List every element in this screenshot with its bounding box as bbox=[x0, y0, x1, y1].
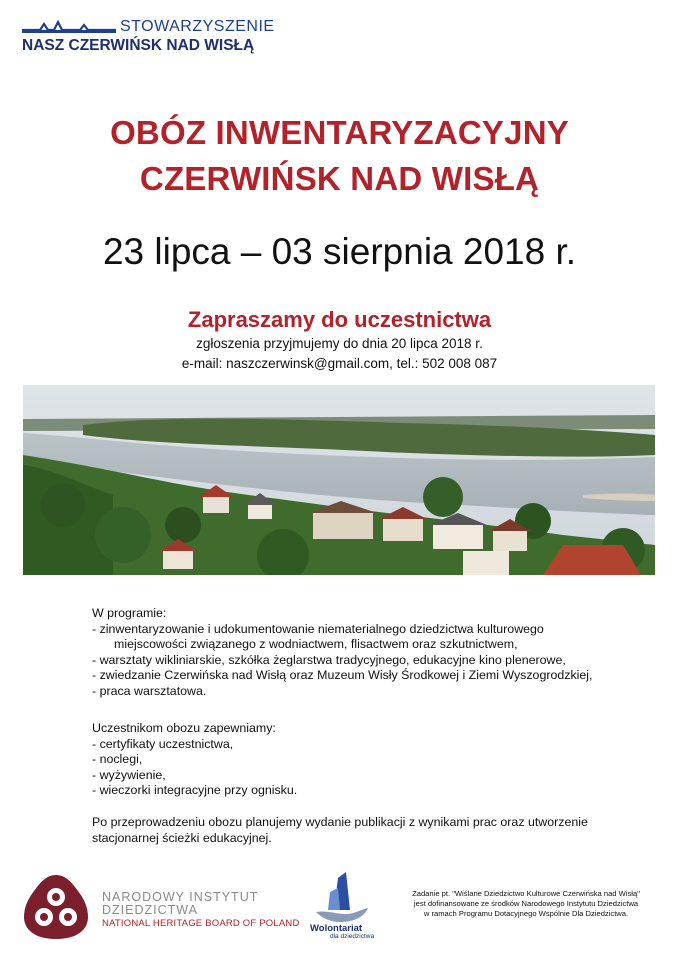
program-line: - praca warsztatowa. bbox=[92, 683, 207, 698]
provided-line: - noclegi, bbox=[92, 752, 143, 767]
nid-line3: NATIONAL HERITAGE BOARD OF POLAND bbox=[102, 918, 300, 929]
contact-info: e-mail: naszczerwinsk@gmail.com, tel.: 502 008 087 bbox=[181, 356, 498, 371]
provided-heading: Uczestnikom obozu zapewniamy: bbox=[92, 721, 276, 735]
funding-note bbox=[395, 889, 657, 919]
main-title-line2: CZERWIŃSK NAD WISŁĄ bbox=[139, 160, 540, 197]
wolontariat-line1: Wolontariat bbox=[310, 923, 363, 934]
after-camp-section bbox=[92, 815, 632, 846]
river-town-photo bbox=[23, 385, 655, 575]
event-dates: 23 lipca – 03 sierpnia 2018 r. bbox=[102, 231, 577, 272]
nid-trefoil-logo-icon bbox=[22, 873, 90, 941]
after-line: Po przeprowadzeniu obozu planujemy wydanie publikacji z wynikami prac oraz utworzenie bbox=[92, 815, 588, 829]
association-name-line1: STOWARZYSZENIE bbox=[120, 18, 275, 35]
program-line: miejscowości związanego z wodniactwem, flisactwem oraz szkutnictwem, bbox=[114, 637, 518, 652]
provided-line: - wieczorki integracyjne przy ognisku. bbox=[92, 783, 298, 798]
provided-section bbox=[92, 721, 632, 799]
wolontariat-line2: dla dziedzictwa bbox=[330, 933, 375, 940]
program-section bbox=[92, 606, 632, 700]
association-name-line2: NASZ CZERWIŃSK NAD WISŁĄ bbox=[22, 37, 255, 54]
program-line: - zinwentaryzowanie i udokumentowanie niematerialnego dziedzictwa kulturowego bbox=[92, 621, 544, 636]
funding-line: jest dofinansowane ze środków Narodowego Instytutu Dziedzictwa bbox=[413, 899, 639, 908]
registration-deadline: zgłoszenia przyjmujemy do dnia 20 lipca 2018 r. bbox=[196, 336, 483, 351]
provided-line: - wyżywienie, bbox=[92, 767, 166, 782]
association-logo bbox=[22, 18, 292, 60]
nid-line2: DZIEDZICTWA bbox=[102, 903, 198, 917]
nid-name bbox=[102, 891, 300, 930]
main-title-line1: OBÓZ INWENTARYZACYJNY bbox=[110, 114, 569, 151]
program-heading: W programie: bbox=[92, 606, 167, 620]
nid-line1: NARODOWY INSTYTUT bbox=[102, 890, 259, 904]
program-line: - zwiedzanie Czerwińska nad Wisłą oraz Muzeum Wisły Środkowej i Ziemi Wyszogrodzkiej, bbox=[92, 668, 593, 683]
provided-line: - certyfikaty uczestnictwa, bbox=[92, 736, 234, 751]
funding-line: Zadanie pt. "Wiślane Dziedzictwo Kulturowe Czerwińska nad Wisłą" bbox=[412, 889, 640, 898]
funding-line: w ramach Programu Dotacyjnego Wspólnie Dla Dziedzictwa. bbox=[423, 909, 629, 918]
program-line: - warsztaty wikliniarskie, szkółka żeglarstwa tradycyjnego, edukacyjne kino plenerowe, bbox=[92, 652, 566, 667]
after-line: stacjonarnej ścieżki edukacyjnej. bbox=[92, 830, 272, 845]
invitation-heading: Zapraszamy do uczestnictwa bbox=[187, 307, 492, 332]
river-wave-icon bbox=[22, 20, 116, 34]
